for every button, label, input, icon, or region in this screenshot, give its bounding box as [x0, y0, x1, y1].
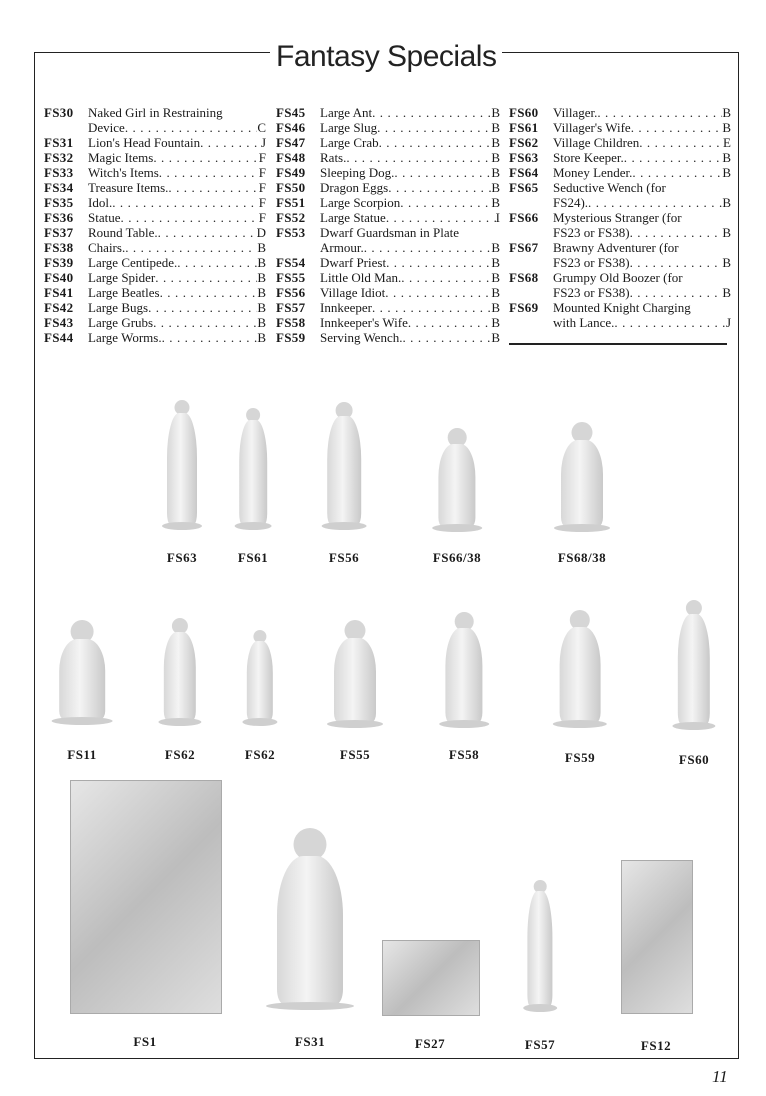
- price-code: F: [258, 180, 266, 195]
- photo-caption: FS63: [166, 550, 198, 565]
- item-code: FS57: [276, 300, 306, 315]
- catalog-entry: [276, 315, 500, 330]
- dot-leader: [385, 285, 491, 300]
- figure-base: [162, 522, 202, 530]
- item-code: FS39: [44, 255, 74, 270]
- photo-caption: FS59: [564, 750, 596, 765]
- catalog-entry: [276, 135, 500, 150]
- photo-caption: FS56: [328, 550, 360, 565]
- miniature-photo: [433, 612, 495, 728]
- figure-body: [438, 444, 475, 527]
- dot-leader: [153, 315, 257, 330]
- dot-leader: [630, 285, 723, 300]
- item-name: Witch's Items: [88, 165, 159, 180]
- item-name: Round Table.: [88, 225, 158, 240]
- price-code: J: [725, 315, 731, 330]
- item-name: Villager.: [553, 105, 598, 120]
- dot-leader: [112, 195, 259, 210]
- price-code: B: [722, 225, 731, 240]
- photo-caption: FS66/38: [432, 550, 482, 565]
- price-code: B: [257, 240, 266, 255]
- item-code: FS59: [276, 330, 306, 345]
- item-name: Large Spider: [88, 270, 156, 285]
- miniature-photo: [546, 610, 614, 728]
- catalog-entry: [509, 150, 731, 165]
- dot-leader: [377, 120, 491, 135]
- item-code: FS52: [276, 210, 306, 225]
- dot-leader: [408, 315, 491, 330]
- price-code: I: [495, 210, 500, 225]
- item-name-continued: FS24).: [553, 195, 589, 210]
- miniature-photo: [667, 600, 721, 730]
- dot-leader: [614, 315, 726, 330]
- price-code: B: [722, 255, 731, 270]
- dot-leader: [155, 270, 257, 285]
- catalog-entry: [44, 105, 266, 135]
- photo-caption: FS11: [67, 747, 97, 762]
- item-code: FS43: [44, 315, 74, 330]
- item-code: FS40: [44, 270, 74, 285]
- item-name: Mounted Knight Charging: [553, 300, 691, 315]
- price-code: B: [722, 285, 731, 300]
- dot-leader: [388, 180, 491, 195]
- miniature-photo: [621, 860, 691, 1012]
- item-code: FS36: [44, 210, 74, 225]
- catalog-entry: [276, 105, 500, 120]
- price-code: B: [491, 300, 500, 315]
- catalog-entry: [509, 300, 731, 330]
- figure-base: [523, 1004, 557, 1012]
- item-name: Large Beatles: [88, 285, 160, 300]
- item-code: FS63: [509, 150, 539, 165]
- item-code: FS42: [44, 300, 74, 315]
- photo-caption: FS55: [339, 747, 371, 762]
- item-name: Lion's Head Fountain: [88, 135, 201, 150]
- catalog-entry: [276, 285, 500, 300]
- miniature-photo: [426, 428, 488, 532]
- catalog-entry: [509, 105, 731, 120]
- dot-leader: [588, 195, 722, 210]
- catalog-entry: [44, 165, 266, 180]
- item-code: FS65: [509, 180, 539, 195]
- item-code: FS62: [509, 135, 539, 150]
- dot-leader: [400, 195, 491, 210]
- figure-body: [527, 891, 552, 1007]
- item-code: FS67: [509, 240, 539, 255]
- scenery-piece: [382, 940, 480, 1016]
- item-code: FS64: [509, 165, 539, 180]
- catalog-entry: [276, 300, 500, 315]
- catalog-entry: [276, 165, 500, 180]
- catalog-entry: [44, 210, 266, 225]
- item-name-continued: FS23 or FS38): [553, 225, 630, 240]
- dot-leader: [148, 300, 257, 315]
- figure-base: [158, 718, 201, 726]
- item-name: Money Lender.: [553, 165, 633, 180]
- price-code: B: [491, 120, 500, 135]
- figure-base: [52, 717, 113, 725]
- item-name-continued: FS23 or FS38): [553, 255, 630, 270]
- miniature-photo: [157, 400, 207, 530]
- item-code: FS47: [276, 135, 306, 150]
- price-code: B: [257, 315, 266, 330]
- dot-leader: [639, 135, 723, 150]
- item-name: Seductive Wench (for: [553, 180, 666, 195]
- catalog-entry: [44, 315, 266, 330]
- photo-caption: FS68/38: [557, 550, 607, 565]
- item-name-continued: FS23 or FS38): [553, 285, 630, 300]
- photo-caption: FS58: [448, 747, 480, 762]
- figure-body: [327, 416, 361, 524]
- item-code: FS35: [44, 195, 74, 210]
- item-code: FS48: [276, 150, 306, 165]
- catalog-entry: [276, 255, 500, 270]
- item-code: FS37: [44, 225, 74, 240]
- miniature-photo: [153, 618, 207, 726]
- dot-leader: [630, 225, 723, 240]
- dot-leader: [401, 270, 491, 285]
- item-name: Chairs.: [88, 240, 126, 255]
- figure-body: [678, 614, 710, 725]
- figure-body: [59, 639, 105, 719]
- price-code: B: [491, 180, 500, 195]
- scenery-piece: [70, 780, 222, 1014]
- item-code: FS49: [276, 165, 306, 180]
- item-name: Dragon Eggs: [320, 180, 389, 195]
- miniature-photo: [238, 630, 282, 726]
- item-name: Brawny Adventurer (for: [553, 240, 679, 255]
- photo-caption: FS31: [294, 1034, 326, 1049]
- price-code: E: [723, 135, 731, 150]
- price-list-column-2: [276, 105, 500, 345]
- catalog-entry: [509, 165, 731, 180]
- figure-body: [445, 628, 482, 723]
- price-code: B: [491, 135, 500, 150]
- miniature-photo: [519, 880, 561, 1012]
- price-code: B: [257, 300, 266, 315]
- price-code: B: [722, 150, 731, 165]
- catalog-entry: [509, 180, 731, 210]
- miniature-photo: [230, 408, 276, 530]
- catalog-entry: [44, 270, 266, 285]
- price-code: B: [257, 270, 266, 285]
- dot-leader: [386, 255, 491, 270]
- catalog-entry: [276, 120, 500, 135]
- item-name-continued: Device: [88, 120, 125, 135]
- dot-leader: [153, 150, 258, 165]
- item-name: Villager's Wife: [553, 120, 631, 135]
- catalog-entry: [509, 270, 731, 300]
- price-code: F: [258, 165, 266, 180]
- price-list-column-3: [509, 105, 731, 330]
- miniature-photo: [382, 940, 478, 1014]
- item-name: Large Statue: [320, 210, 386, 225]
- dot-leader: [158, 225, 257, 240]
- item-name: Serving Wench.: [320, 330, 403, 345]
- item-name: Large Slug: [320, 120, 378, 135]
- price-code: F: [258, 210, 266, 225]
- price-code: B: [257, 330, 266, 345]
- item-code: FS56: [276, 285, 306, 300]
- dot-leader: [177, 255, 257, 270]
- catalog-entry: [276, 195, 500, 210]
- figure-base: [242, 718, 277, 726]
- item-code: FS34: [44, 180, 74, 195]
- figure-base: [439, 720, 489, 728]
- dot-leader: [632, 165, 722, 180]
- page-title: Fantasy Specials: [270, 40, 502, 74]
- item-name: Idol.: [88, 195, 113, 210]
- item-code: FS44: [44, 330, 74, 345]
- catalog-entry: [44, 150, 266, 165]
- dot-leader: [372, 300, 491, 315]
- item-name: Grumpy Old Boozer (for: [553, 270, 683, 285]
- price-code: B: [491, 255, 500, 270]
- catalog-entry: [44, 255, 266, 270]
- page-number: 11: [712, 1067, 728, 1086]
- item-code: FS66: [509, 210, 539, 225]
- price-code: B: [491, 270, 500, 285]
- item-code: FS31: [44, 135, 74, 150]
- catalog-entry: [44, 135, 266, 150]
- item-name: Store Keeper.: [553, 150, 624, 165]
- figure-body: [560, 627, 601, 722]
- item-name: Naked Girl in Restraining: [88, 105, 223, 120]
- price-code: B: [722, 120, 731, 135]
- miniature-photo: [547, 422, 617, 532]
- price-code: B: [491, 240, 500, 255]
- dot-leader: [162, 330, 258, 345]
- dot-leader: [372, 105, 491, 120]
- photo-caption: FS62: [244, 747, 276, 762]
- figure-body: [164, 632, 196, 721]
- figure-base: [672, 722, 715, 730]
- item-name: Dwarf Guardsman in Plate: [320, 225, 459, 240]
- catalog-entry: [44, 180, 266, 195]
- dot-leader: [125, 240, 257, 255]
- miniature-photo: [255, 828, 365, 1010]
- item-code: FS38: [44, 240, 74, 255]
- dot-leader: [200, 135, 261, 150]
- catalog-entry: [276, 210, 500, 225]
- photo-caption: FS1: [133, 1034, 157, 1049]
- dot-leader: [631, 120, 723, 135]
- figure-base: [327, 720, 383, 728]
- figure-base: [235, 522, 272, 530]
- item-code: FS54: [276, 255, 306, 270]
- catalog-entry: [276, 225, 500, 255]
- catalog-entry: [509, 135, 731, 150]
- figure-body: [334, 638, 376, 723]
- price-code: B: [491, 150, 500, 165]
- price-code: B: [257, 255, 266, 270]
- item-name: Large Centipede.: [88, 255, 178, 270]
- item-name: Large Scorpion: [320, 195, 401, 210]
- price-list-column-1: [44, 105, 266, 345]
- catalog-entry: [44, 195, 266, 210]
- item-code: FS41: [44, 285, 74, 300]
- price-code: B: [257, 285, 266, 300]
- item-name: Large Worms.: [88, 330, 162, 345]
- item-name: Innkeeper's Wife: [320, 315, 408, 330]
- price-code: B: [722, 105, 731, 120]
- price-code: B: [491, 285, 500, 300]
- price-code: B: [491, 195, 500, 210]
- item-code: FS68: [509, 270, 539, 285]
- item-name-continued: Armour.: [320, 240, 364, 255]
- photo-caption: FS57: [524, 1037, 556, 1052]
- item-code: FS46: [276, 120, 306, 135]
- item-code: FS30: [44, 105, 74, 120]
- catalog-entry: [276, 150, 500, 165]
- dot-leader: [159, 165, 259, 180]
- item-name: Dwarf Priest: [320, 255, 387, 270]
- item-code: FS32: [44, 150, 74, 165]
- photo-caption: FS61: [237, 550, 269, 565]
- figure-body: [561, 440, 603, 527]
- figure-body: [239, 420, 267, 525]
- item-code: FS69: [509, 300, 539, 315]
- price-code: B: [491, 105, 500, 120]
- photo-caption: FS60: [678, 752, 710, 767]
- price-code: B: [491, 315, 500, 330]
- miniature-photo: [44, 620, 120, 725]
- price-code: F: [258, 150, 266, 165]
- catalog-entry: [509, 210, 731, 240]
- item-name: Large Bugs: [88, 300, 149, 315]
- item-name: Little Old Man.: [320, 270, 402, 285]
- dot-leader: [121, 210, 259, 225]
- item-code: FS61: [509, 120, 539, 135]
- item-name: Treasure Items.: [88, 180, 169, 195]
- price-code: B: [491, 165, 500, 180]
- miniature-photo: [70, 780, 220, 1012]
- figure-base: [432, 524, 482, 532]
- catalog-entry: [276, 270, 500, 285]
- figure-base: [553, 720, 607, 728]
- catalog-entry: [509, 120, 731, 135]
- figure-base: [266, 1002, 354, 1010]
- item-name: Innkeeper: [320, 300, 372, 315]
- item-name: Village Idiot: [320, 285, 386, 300]
- photo-caption: FS12: [640, 1038, 672, 1053]
- item-code: FS45: [276, 105, 306, 120]
- photo-caption: FS27: [414, 1036, 446, 1051]
- dot-leader: [402, 330, 491, 345]
- miniature-photo: [320, 620, 390, 728]
- catalog-entry: [44, 330, 266, 345]
- item-name-continued: with Lance.: [553, 315, 615, 330]
- item-code: FS53: [276, 225, 306, 240]
- divider: [509, 343, 727, 345]
- item-code: FS55: [276, 270, 306, 285]
- price-code: D: [256, 225, 266, 240]
- figure-base: [322, 522, 367, 530]
- item-name: Village Children: [553, 135, 640, 150]
- dot-leader: [168, 180, 258, 195]
- item-code: FS60: [509, 105, 539, 120]
- figure-body: [167, 413, 197, 525]
- catalog-entry: [44, 225, 266, 240]
- dot-leader: [346, 150, 491, 165]
- dot-leader: [624, 150, 723, 165]
- catalog-entry: [509, 240, 731, 270]
- photo-caption: FS62: [164, 747, 196, 762]
- item-code: FS33: [44, 165, 74, 180]
- dot-leader: [160, 285, 258, 300]
- price-code: B: [722, 195, 731, 210]
- item-name: Large Crab: [320, 135, 379, 150]
- catalog-entry: [276, 330, 500, 345]
- price-code: C: [257, 120, 266, 135]
- catalog-entry: [44, 300, 266, 315]
- dot-leader: [364, 240, 492, 255]
- catalog-entry: [276, 180, 500, 195]
- miniature-photo: [316, 402, 372, 530]
- item-code: FS50: [276, 180, 306, 195]
- dot-leader: [386, 210, 496, 225]
- item-name: Magic Items: [88, 150, 154, 165]
- item-name: Large Ant: [320, 105, 373, 120]
- item-name: Rats.: [320, 150, 347, 165]
- dot-leader: [394, 165, 491, 180]
- price-code: J: [260, 135, 266, 150]
- figure-body: [247, 641, 273, 720]
- item-name: Statue: [88, 210, 121, 225]
- price-code: B: [491, 330, 500, 345]
- dot-leader: [379, 135, 492, 150]
- price-code: F: [258, 195, 266, 210]
- dot-leader: [597, 105, 722, 120]
- dot-leader: [630, 255, 723, 270]
- scenery-piece: [621, 860, 693, 1014]
- price-code: B: [722, 165, 731, 180]
- figure-base: [554, 524, 610, 532]
- catalog-entry: [44, 285, 266, 300]
- dot-leader: [125, 120, 258, 135]
- item-name: Large Grubs: [88, 315, 154, 330]
- item-name: Sleeping Dog.: [320, 165, 395, 180]
- item-code: FS58: [276, 315, 306, 330]
- item-name: Mysterious Stranger (for: [553, 210, 682, 225]
- catalog-entry: [44, 240, 266, 255]
- figure-body: [277, 856, 343, 1005]
- item-code: FS51: [276, 195, 306, 210]
